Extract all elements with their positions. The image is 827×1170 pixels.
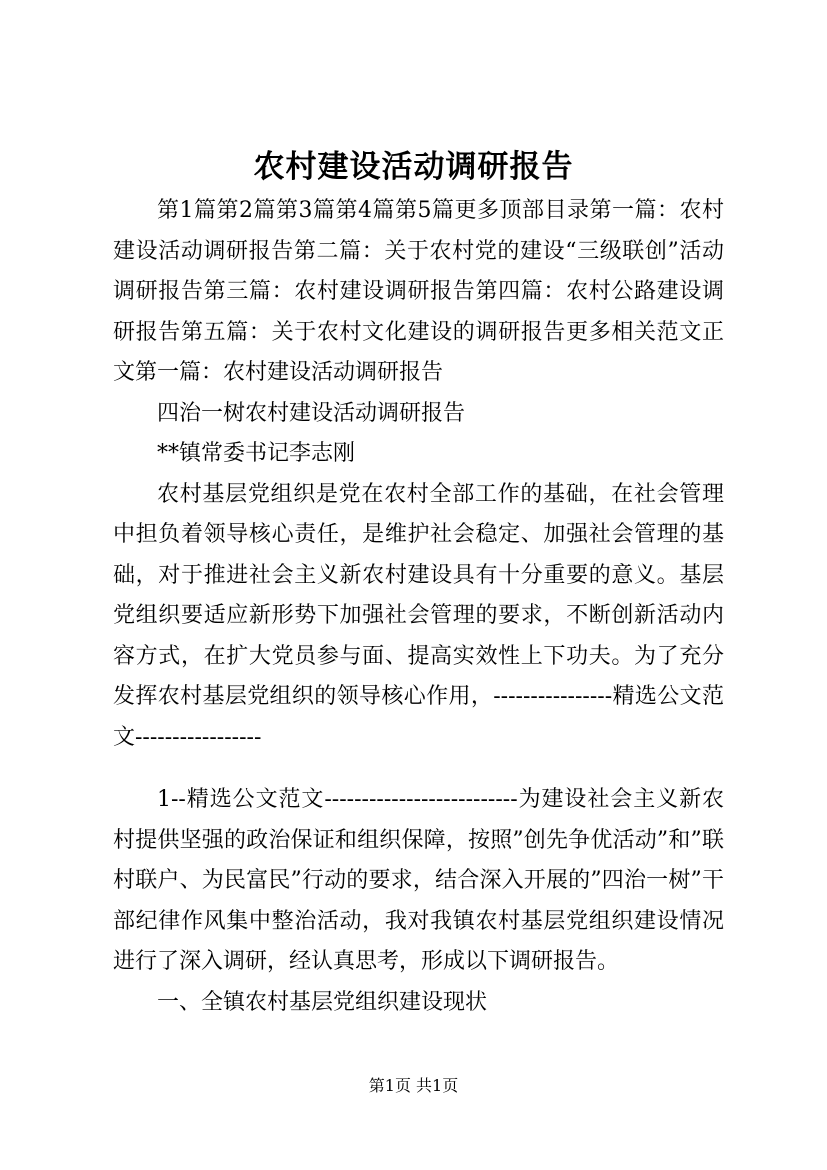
page-footer: 第1页 共1页 bbox=[368, 1076, 459, 1095]
document-body bbox=[113, 191, 724, 1023]
author-line: **镇常委书记李志刚 bbox=[157, 441, 356, 466]
body-paragraph-intro: 农村基层党组织是党在农村全部工作的基础，在社会管理中担负着领导核心责任，是维护社会稳定、加强社会管理的基础，对于推进社会主义新农村建设具有十分重要的意义。基层党组织要适应新形势下加强社会管理的要求，不断创新活动内容方式，在扩大党员参与面、提高实效性上下功夫。为了充分发挥农村基层党组织的领导核心作用，----------------精选公文范文----------------- bbox=[113, 481, 724, 750]
body-paragraph-purpose: 1--精选公文范文--------------------------为建设社会主义新农村提供坚强的政治保证和组织保障，按照”创先争优活动”和”联村联户、为民富民”行动的要求，结合深入开展的”四治一树”干部纪律作风集中整治活动，我对我镇农村基层党组织建设情况进行了深入调研，经认真思考，形成以下调研报告。 bbox=[113, 787, 724, 974]
section-heading: 一、全镇农村基层党组织建设现状 bbox=[157, 989, 488, 1015]
report-subtitle: 四治一树农村建设活动调研报告 bbox=[157, 400, 466, 426]
document-title: 农村建设活动调研报告 bbox=[253, 149, 574, 185]
table-of-contents-paragraph: 第1篇第2篇第3篇第4篇第5篇更多顶部目录第一篇：农村建设活动调研报告第二篇：关于农村党的建设“三级联创”活动调研报告第三篇：农村建设调研报告第四篇：农村公路建设调研报告第五篇：关于农村文化建设的调研报告更多相关范文正文第一篇：农村建设活动调研报告 bbox=[113, 198, 724, 385]
